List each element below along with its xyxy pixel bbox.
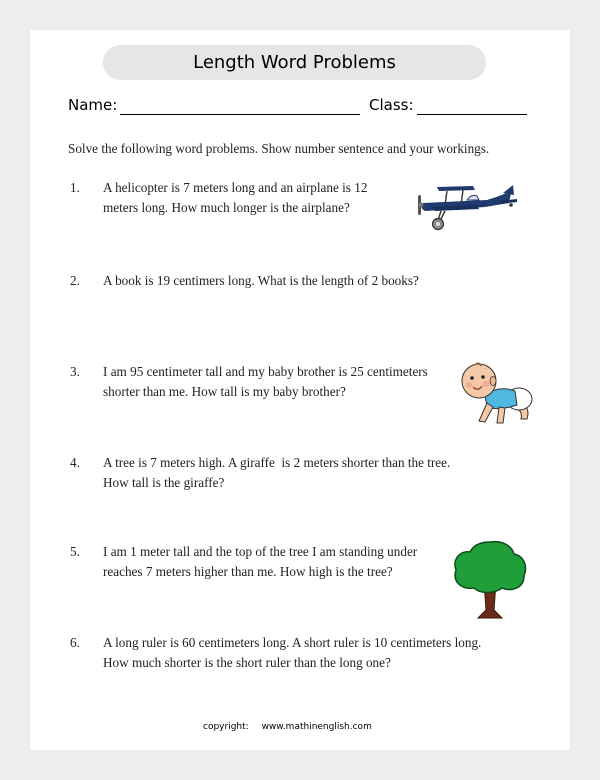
problem-text: A tree is 7 meters high. A giraffe is 2 meters shorter than the tree. How tall is the giraffe? bbox=[103, 455, 451, 490]
class-label: Class: bbox=[369, 96, 414, 114]
problem-6 bbox=[70, 633, 530, 677]
problem-text: A helicopter is 7 meters long and an airplane is 12 meters long. How much longer is the airplane? bbox=[103, 180, 368, 215]
problem-text: A long ruler is 60 centimeters long. A short ruler is 10 centimeters long. How much shorter is the short ruler than the long one? bbox=[103, 635, 482, 670]
problem-text: A book is 19 centimers long. What is the length of 2 books? bbox=[103, 273, 419, 288]
problem-number: 5. bbox=[70, 544, 80, 559]
student-info-row bbox=[68, 96, 538, 120]
problem-5 bbox=[70, 542, 490, 586]
copyright-label: copyright: bbox=[203, 722, 249, 732]
problem-number: 3. bbox=[70, 364, 80, 379]
airplane-illustration bbox=[415, 183, 519, 233]
worksheet-page bbox=[30, 30, 570, 750]
problem-text: I am 95 centimeter tall and my baby brother is 25 centimeters shorter than me. How tall is my baby brother? bbox=[103, 364, 428, 399]
problem-number: 4. bbox=[70, 455, 80, 470]
problem-4 bbox=[70, 453, 510, 497]
name-answer-line[interactable] bbox=[120, 114, 360, 115]
footer bbox=[203, 722, 382, 732]
problem-number: 6. bbox=[70, 635, 80, 650]
problem-number: 2. bbox=[70, 273, 80, 288]
problem-text: I am 1 meter tall and the top of the tree I am standing under reaches 7 meters higher than me. How high is the tree? bbox=[103, 544, 418, 579]
instructions: Solve the following word problems. Show number sentence and your workings. bbox=[68, 141, 490, 156]
problem-number: 1. bbox=[70, 180, 80, 195]
site-link[interactable]: www.mathinenglish.com bbox=[261, 722, 372, 732]
class-answer-line[interactable] bbox=[417, 114, 527, 115]
crawling-baby-illustration bbox=[459, 359, 537, 431]
tree-illustration bbox=[450, 538, 530, 622]
worksheet-title: Length Word Problems bbox=[103, 45, 486, 80]
name-label: Name: bbox=[68, 96, 118, 114]
problem-1 bbox=[70, 178, 450, 222]
problem-3 bbox=[70, 362, 500, 406]
problem-2 bbox=[70, 271, 510, 293]
